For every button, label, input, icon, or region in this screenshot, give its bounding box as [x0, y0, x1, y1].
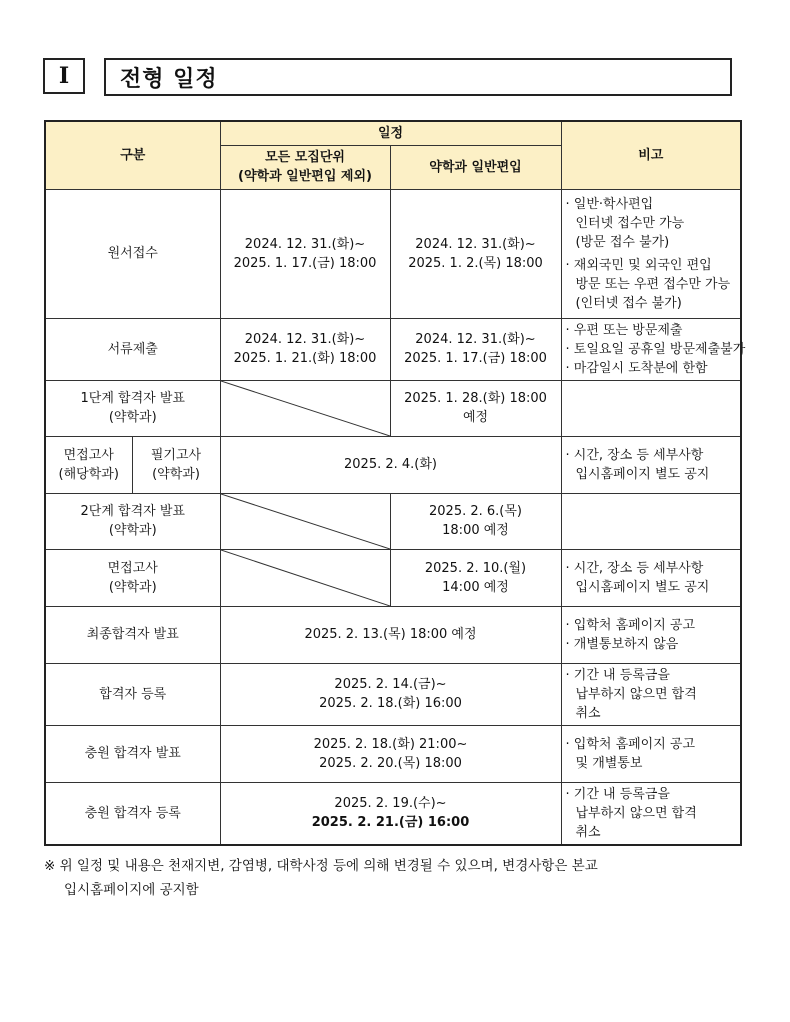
header-general-line1: 모든 모집단위	[265, 150, 345, 165]
row-label-interview-pharmacy	[45, 549, 220, 606]
stage1-pharmacy-date	[390, 380, 561, 436]
footnote-line2: 입시홈페이지에 공지함	[64, 882, 199, 898]
table-row	[45, 318, 741, 380]
date-line: 2025. 1. 21.(화) 18:00	[233, 351, 377, 366]
schedule-table	[44, 120, 746, 846]
interview-written-date: 2025. 2. 4.(화)	[220, 436, 561, 493]
registration-date	[220, 663, 561, 725]
table-row	[45, 725, 741, 782]
label-line: 필기고사	[150, 447, 202, 463]
stage2-general-empty	[220, 493, 390, 549]
row-label-registration: 합격자 등록	[45, 663, 220, 725]
date-line: 2025. 1. 2.(목) 18:00	[408, 255, 543, 271]
remark-line: · 시간, 장소 등 세부사항	[565, 560, 704, 576]
date-line: 2025. 2. 21.(금) 16:00	[311, 815, 470, 830]
header-schedule: 일정	[220, 121, 561, 145]
remark-line: 납부하지 않으면 합격	[575, 686, 697, 702]
row-label-documents: 서류제출	[45, 318, 220, 380]
remark-line: 입시홈페이지 별도 공지	[575, 466, 710, 482]
date-line: 2025. 2. 18.(화) 16:00	[319, 696, 462, 711]
label-line: (약학과)	[108, 410, 157, 425]
interview-written-remarks	[561, 436, 741, 493]
table-row	[45, 436, 741, 493]
documents-general-date	[220, 318, 390, 380]
remark-line: · 시간, 장소 등 세부사항	[565, 447, 704, 463]
row-label-stage1	[45, 380, 220, 436]
header-general-line2: (약학과 일반편입 제외)	[238, 169, 372, 184]
date-line: 2025. 2. 18.(화) 21:00~	[313, 736, 468, 752]
section-title: 전형 일정	[104, 58, 732, 96]
remark-line: · 토일요일 공휴일 방문제출불가	[565, 341, 746, 357]
label-line: (해당학과)	[58, 466, 119, 482]
stage1-remarks	[561, 380, 741, 436]
remark-line: · 기간 내 등록금을	[565, 667, 670, 683]
interview-pharmacy-remarks	[561, 549, 741, 606]
remark-line: · 기간 내 등록금을	[565, 786, 670, 802]
remark-line: (방문 접수 불가)	[575, 234, 670, 250]
date-line: 2025. 1. 28.(화) 18:00	[404, 391, 547, 406]
row-label-interview	[45, 436, 132, 493]
date-line: 2025. 2. 14.(금)~	[334, 677, 447, 692]
remark-line: · 일반·학사편입	[565, 196, 654, 212]
documents-pharmacy-date	[390, 318, 561, 380]
date-line: 2024. 12. 31.(화)~	[244, 332, 366, 347]
final-date: 2025. 2. 13.(목) 18:00 예정	[220, 606, 561, 663]
remark-line: 취소	[575, 824, 601, 840]
diagonal-slash	[221, 550, 390, 606]
date-line: 2025. 2. 6.(목)	[429, 504, 522, 519]
date-line: 예정	[462, 410, 489, 425]
label-line: 면접고사	[63, 447, 114, 463]
remark-line: 입시홈페이지 별도 공지	[575, 579, 710, 595]
additional-announce-date	[220, 725, 561, 782]
row-label-final: 최종합격자 발표	[45, 606, 220, 663]
date-line: 2025. 2. 19.(수)~	[334, 796, 447, 811]
additional-register-remarks	[561, 782, 741, 845]
label-line: 1단계 합격자 발표	[80, 391, 185, 406]
stage2-pharmacy-date	[390, 493, 561, 549]
section-number: I	[43, 58, 85, 94]
date-line: 18:00 예정	[442, 523, 509, 538]
table-row	[45, 189, 741, 318]
label-line: (약학과)	[108, 579, 157, 595]
application-remarks	[561, 189, 741, 318]
application-general-date	[220, 189, 390, 318]
final-remarks	[561, 606, 741, 663]
stage2-remarks	[561, 493, 741, 549]
label-line: (약학과)	[108, 523, 157, 538]
row-label-additional-announce: 충원 합격자 발표	[45, 725, 220, 782]
application-pharmacy-date	[390, 189, 561, 318]
date-line: 2025. 1. 17.(금) 18:00	[233, 255, 377, 271]
label-line: 면접고사	[107, 560, 158, 576]
stage1-general-empty	[220, 380, 390, 436]
date-line: 2024. 12. 31.(화)~	[415, 332, 536, 347]
date-line: 2024. 12. 31.(화)~	[244, 236, 366, 252]
row-label-additional-register: 충원 합격자 등록	[45, 782, 220, 845]
table-row	[45, 782, 741, 845]
additional-register-date	[220, 782, 561, 845]
remark-line: · 입학처 홈페이지 공고	[565, 617, 696, 633]
footnote-line1: ※ 위 일정 및 내용은 천재지변, 감염병, 대학사정 등에 의해 변경될 수 있으며, 변경사항은 본교	[44, 858, 598, 874]
table-row	[45, 606, 741, 663]
interview-pharmacy-date	[390, 549, 561, 606]
row-label-written	[132, 436, 220, 493]
table-row	[45, 549, 741, 606]
remark-line: 방문 또는 우편 접수만 가능	[575, 276, 731, 292]
label-line: 2단계 합격자 발표	[80, 504, 185, 519]
date-line: 2025. 2. 10.(월)	[424, 560, 527, 576]
header-remarks: 비고	[561, 121, 741, 189]
date-line: 2025. 2. 20.(목) 18:00	[319, 755, 462, 771]
additional-announce-remarks	[561, 725, 741, 782]
remark-line: 및 개별통보	[575, 755, 643, 771]
remark-line: 인터넷 접수만 가능	[575, 215, 685, 231]
interview-pharmacy-general-empty	[220, 549, 390, 606]
header-category: 구분	[45, 121, 220, 189]
date-line: 14:00 예정	[442, 579, 509, 595]
registration-remarks	[561, 663, 741, 725]
date-line: 2024. 12. 31.(화)~	[415, 236, 536, 252]
remark-line: · 입학처 홈페이지 공고	[565, 736, 696, 752]
remark-line: · 우편 또는 방문제출	[565, 322, 683, 338]
table-header	[45, 121, 741, 189]
date-line: 2025. 1. 17.(금) 18:00	[404, 351, 547, 366]
label-line: (약학과)	[152, 466, 200, 482]
table-row	[45, 663, 741, 725]
diagonal-slash	[221, 381, 390, 436]
remark-line: · 개별통보하지 않음	[565, 636, 679, 652]
remark-line: 취소	[575, 705, 601, 721]
table-row	[45, 493, 741, 549]
diagonal-slash	[221, 494, 390, 549]
row-label-stage2	[45, 493, 220, 549]
header-general-column	[220, 145, 390, 189]
documents-remarks	[561, 318, 746, 380]
footnote	[44, 854, 744, 902]
table-row	[45, 380, 741, 436]
remark-line: · 마감일시 도착분에 한함	[565, 360, 708, 376]
remark-line: 납부하지 않으면 합격	[575, 805, 697, 821]
remark-line: (인터넷 접수 불가)	[575, 295, 682, 311]
header-pharmacy-column: 약학과 일반편입	[390, 145, 561, 189]
row-label-application: 원서접수	[45, 189, 220, 318]
remark-line: · 재외국민 및 외국인 편입	[565, 257, 712, 273]
